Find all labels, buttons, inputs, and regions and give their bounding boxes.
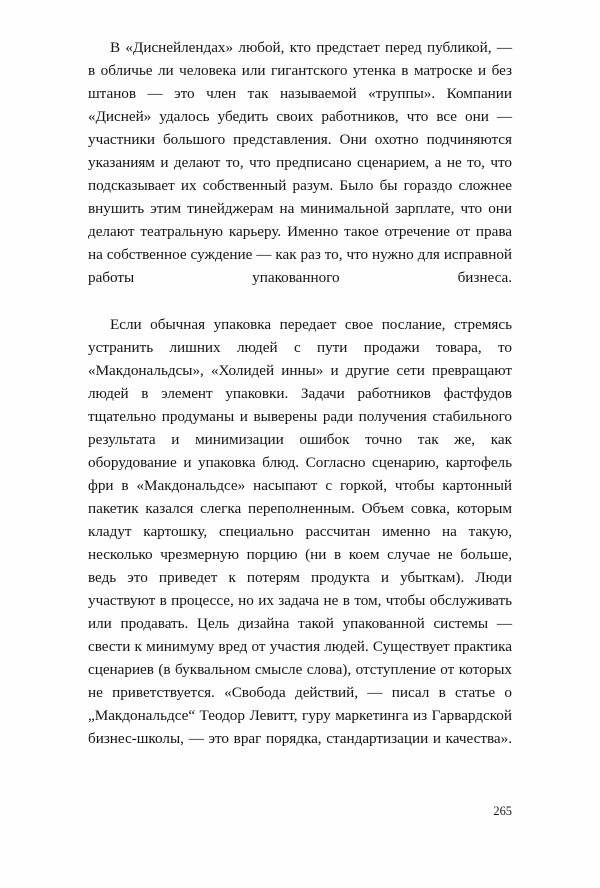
body-paragraph-2: Если обычная упаковка передает свое послание, стремясь устранить лишних людей с пути продажи товара, то «Макдональдсы», «Холидей инны» и другие сети превращают людей в элемент упаковки. Задачи работников фастфудов тщательно продуманы и выверены ради получения стабильного результата и минимизации ошибок точно так же, как оборудование и упаковка блюд. Согласно сценарию, картофель фри в «Макдональдсе» насыпают с горкой, чтобы картонный пакетик казался слегка переполненным. Объем совка, которым кладут картошку, специально рассчитан именно на такую, несколько чрезмерную порцию (ни в коем случае не больше, ведь это приведет к потерям продукта и убыткам). Люди участвуют в процессе, но их задача не в том, чтобы обслуживать или продавать. Цель дизайна такой упакованной системы — свести к минимуму вред от участия людей. Существует практика сценариев (в буквальном смысле слова), отступление от которых не приветствуется. «Свобода действий, — писал в статье о „Макдональдсе“ Теодор Левитт, гуру маркетинга из Гарвардской бизнес-школы, — это враг порядка, стандартизации и качества».: [88, 315, 512, 748]
page-number: 265: [493, 804, 512, 818]
page-text-block: [88, 36, 512, 774]
body-paragraph-1: В «Диснейлендах» любой, кто предстает перед публикой, — в обличье ли человека или гигантского утенка в матроске и без штанов — это член так называемой «труппы». Компании «Дисней» удалось убедить своих работников, что все они — участники большого представления. Они охотно подчиняются указаниям и делают то, что предписано сценарием, а не то, что подсказывает их собственный разум. Было бы гораздо сложнее внушить этим тинейджерам на минимальной зарплате, что они делают театральную карьеру. Именно такое отречение от права на собственное суждение — как раз то, что нужно для исправной работы упакованного бизнеса.: [88, 39, 512, 287]
